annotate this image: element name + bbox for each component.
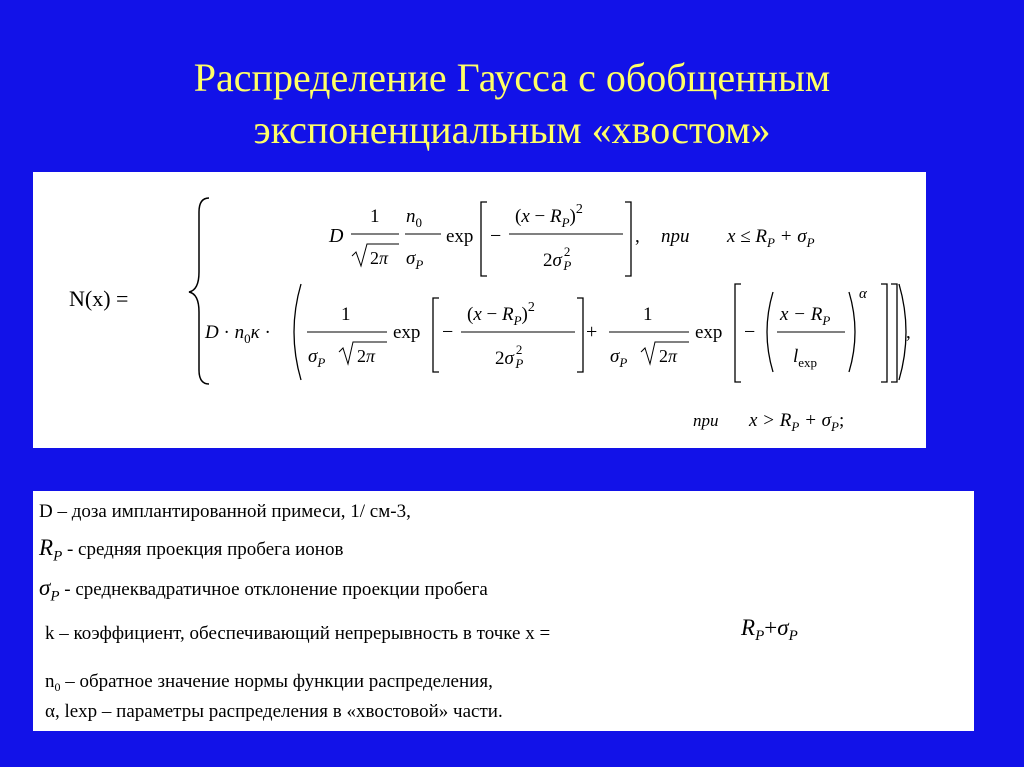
legend-sigma: $\sigma_P$ - среднеквадратичное отклонение проекции пробега bbox=[39, 575, 488, 605]
svg-text:D: D bbox=[329, 225, 344, 247]
svg-text:n0: $n_0$ bbox=[406, 206, 422, 230]
legend-k-expression bbox=[739, 611, 849, 647]
svg-text:,: , bbox=[635, 226, 640, 247]
svg-text:2π: 2π bbox=[370, 248, 389, 268]
svg-text:exp: exp bbox=[393, 322, 421, 343]
svg-text:2π: 2π bbox=[357, 346, 376, 366]
svg-text:σP: $\sigma_P$ bbox=[406, 248, 424, 272]
svg-text:(x − RP)2: $(x - R_P)^2$ bbox=[515, 202, 583, 230]
svg-text:x ≤ RP + σP: $x \le R_P + \sigma_P$ bbox=[727, 226, 815, 250]
rp-symbol: $R_P$ bbox=[39, 535, 63, 565]
svg-text:1: 1 bbox=[643, 304, 653, 325]
svg-text:x > RP + σP;: $x > R_P + \sigma_P$; bbox=[749, 410, 845, 434]
legend-dose: D – доза имплантированной примеси, 1/ см-3, bbox=[39, 501, 411, 522]
sigma-symbol: $\sigma_P$ bbox=[39, 575, 60, 605]
formula-case-2 bbox=[204, 284, 911, 434]
svg-text:1: 1 bbox=[370, 206, 380, 227]
slide-title bbox=[0, 52, 1024, 156]
svg-text:−: − bbox=[442, 321, 454, 343]
cases-brace bbox=[189, 198, 209, 384]
svg-text:(x − RP)2: $(x - R_P)^2$ bbox=[467, 300, 535, 328]
svg-text:RP+σP: $R_P+\sigma_P$ bbox=[741, 615, 798, 644]
svg-text:+: + bbox=[586, 321, 598, 343]
svg-text:−: − bbox=[744, 321, 756, 343]
svg-text:2π: 2π bbox=[659, 346, 678, 366]
legend-rp: $R_P$ - средняя проекция пробега ионов bbox=[39, 535, 344, 565]
svg-text:exp: exp bbox=[695, 322, 723, 343]
svg-text:2σ2P: 2σ $^2$ P bbox=[495, 342, 524, 371]
svg-text:exp: exp bbox=[446, 226, 474, 247]
gauss-formula bbox=[33, 172, 926, 448]
svg-text:,: , bbox=[906, 322, 911, 343]
formula-lhs: N(x) = bbox=[69, 286, 129, 311]
svg-text:lexp: $l_{exp}$ bbox=[793, 346, 818, 370]
svg-text:D · n0κ ·: $D \cdot n_0\kappa$ · bbox=[205, 322, 271, 346]
svg-text:x − RP: $x - R_P$ bbox=[780, 304, 831, 328]
svg-text:при: при bbox=[693, 411, 719, 430]
svg-text:α: α bbox=[859, 286, 867, 302]
legend-panel bbox=[33, 491, 974, 731]
svg-text:1: 1 bbox=[341, 304, 351, 325]
legend-params: α, lexp – параметры распределения в «хвостовой» части. bbox=[45, 701, 503, 722]
formula-case-1 bbox=[328, 202, 815, 276]
title-line-2: экспоненциальным «хвостом» bbox=[253, 107, 771, 152]
legend-k: k – коэффициент, обеспечивающий непрерывность в точке x = bbox=[45, 623, 551, 644]
svg-text:при: при bbox=[661, 226, 690, 247]
formula-panel bbox=[33, 172, 926, 448]
svg-text:σP: $\sigma_P$ bbox=[610, 346, 628, 370]
svg-text:2σ2P: 2σ $^2$ P bbox=[543, 244, 572, 273]
legend-n0: $n_0$ – обратное значение нормы функции распределения, bbox=[45, 671, 493, 694]
title-line-1: Распределение Гаусса с обобщенным bbox=[193, 55, 831, 100]
svg-text:σP: $\sigma_P$ bbox=[308, 346, 326, 370]
svg-text:−: − bbox=[490, 225, 502, 247]
